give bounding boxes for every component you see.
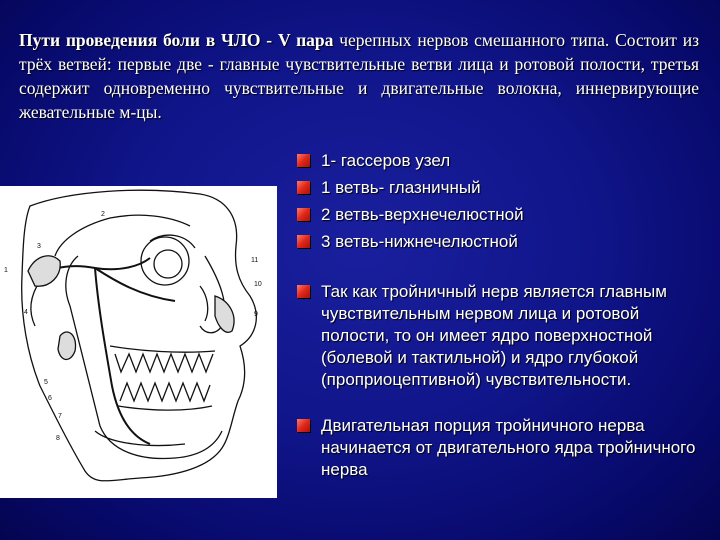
figure-label-4: 4 bbox=[24, 309, 28, 316]
paragraph-text: Так как тройничный нерв является главным чувствительным нервом лица и ротовой полости, то он имеет ядро поверхностной (болевой и тактильной) и ядро глубокой (проприоцептивной) чувствительности. bbox=[321, 282, 667, 389]
list-paragraph-motor bbox=[297, 415, 707, 481]
bullet-square-icon bbox=[297, 181, 310, 194]
figure-label-11: 11 bbox=[251, 257, 259, 264]
figure-label-7: 7 bbox=[58, 413, 62, 420]
intro-paragraph bbox=[19, 28, 699, 124]
bullet-square-icon bbox=[297, 154, 310, 167]
list-item bbox=[297, 150, 707, 172]
figure-label-8: 8 bbox=[56, 435, 60, 442]
figure-label-9: 9 bbox=[254, 311, 258, 318]
bullet-square-icon bbox=[297, 235, 310, 248]
list-item bbox=[297, 231, 707, 253]
skull-nerve-illustration bbox=[0, 186, 277, 498]
figure-label-6: 6 bbox=[48, 395, 52, 402]
list-item bbox=[297, 204, 707, 226]
bullet-square-icon bbox=[297, 419, 310, 432]
bullet-square-icon bbox=[297, 285, 310, 298]
bullet-square-icon bbox=[297, 208, 310, 221]
list-item bbox=[297, 177, 707, 199]
intro-lead: Пути проведения боли в ЧЛО - V пара bbox=[19, 30, 334, 50]
figure-label-3: 3 bbox=[37, 243, 41, 250]
figure-label-2: 2 bbox=[101, 211, 105, 218]
paragraph-text: Двигательная порция тройничного нерва начинается от двигательного ядра тройничного нерва bbox=[321, 416, 696, 479]
figure-label-1: 1 bbox=[4, 267, 8, 274]
intro-text: черепных нервов смешанного типа. Состоит из трёх ветвей: первые две - главные чувствительные ветви лица и ротовой полости, третья содержит одновременно чувствительные и двигательные волокна, иннервирующие жевательные м-цы. bbox=[19, 30, 699, 122]
list-paragraph-nuclei bbox=[297, 281, 707, 391]
list-item-text: 2 ветвь-верхнечелюстной bbox=[321, 205, 524, 224]
list-item-text: 3 ветвь-нижнечелюстной bbox=[321, 232, 518, 251]
list-item-text: 1- гассеров узел bbox=[321, 151, 451, 170]
list-item-text: 1 ветвь- глазничный bbox=[321, 178, 481, 197]
bullet-list bbox=[297, 150, 707, 481]
figure-label-10: 10 bbox=[254, 281, 262, 288]
figure-label-5: 5 bbox=[44, 379, 48, 386]
